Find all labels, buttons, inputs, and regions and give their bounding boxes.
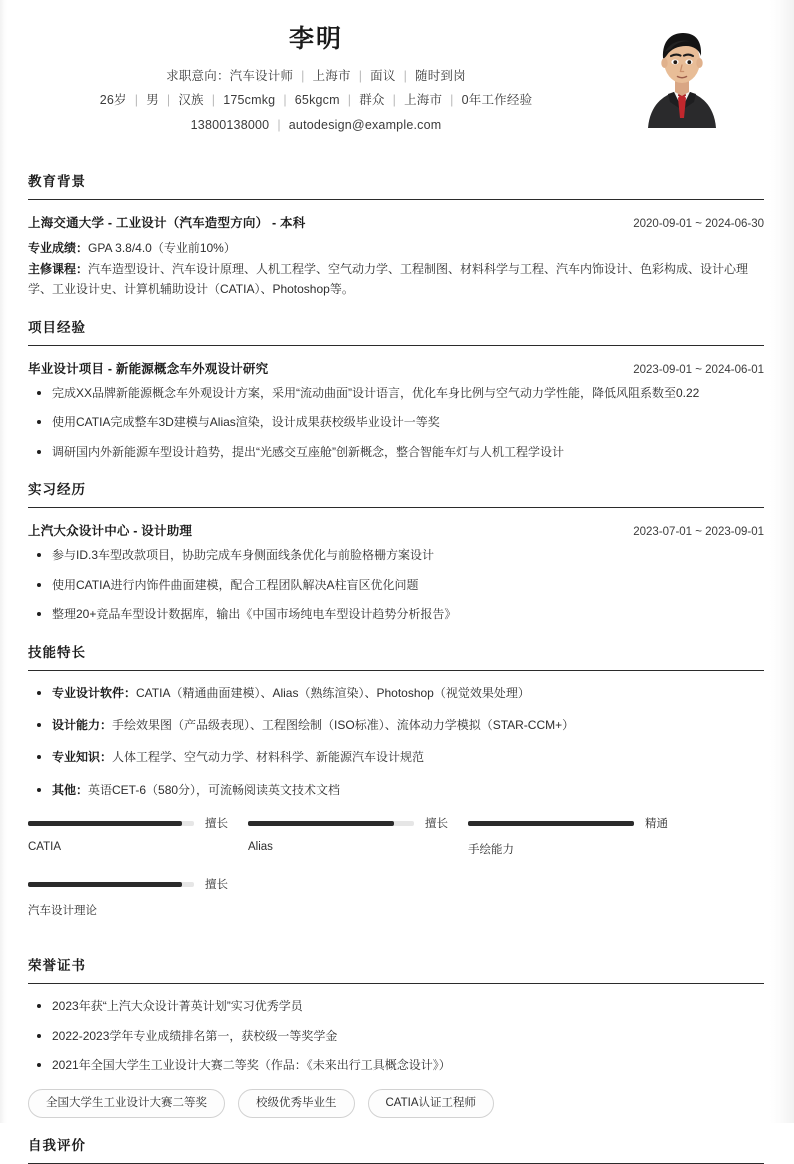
skill-bar-fill — [248, 821, 394, 826]
personal-info-line — [28, 92, 604, 109]
honor-tag-group — [28, 1089, 764, 1119]
section-projects — [28, 316, 764, 462]
section-internship — [28, 478, 764, 624]
education-courses-line — [28, 259, 764, 300]
internship-company-role: 上汽大众设计中心 - 设计助理 — [28, 524, 193, 539]
separator-icon: | — [450, 93, 454, 108]
education-gpa-label: 专业成绩： — [28, 241, 89, 255]
candidate-name: 李明 — [288, 25, 343, 53]
separator-icon: | — [211, 93, 216, 108]
project-entry-head — [28, 359, 764, 377]
education-gpa-line — [28, 238, 764, 259]
info-political-status: 群众 — [359, 93, 385, 108]
skill-bar-track — [28, 882, 194, 887]
contact-info-line — [28, 117, 604, 134]
objective-salary: 面议 — [370, 68, 396, 83]
list-item: 2021年全国大学生工业设计大赛二等奖（作品：《未来出行工具概念设计》） — [28, 1056, 764, 1075]
separator-icon: | — [134, 93, 139, 108]
skill-bar-item — [28, 816, 248, 857]
skill-bar-level: 擅长 — [205, 818, 228, 831]
skill-bar-fill — [28, 882, 182, 887]
separator-icon: | — [347, 93, 352, 108]
skill-bar-level: 精通 — [645, 818, 668, 831]
education-gpa-value: GPA 3.8/4.0（专业前10%） — [88, 241, 236, 255]
internship-date-range: 2023-07-01 ~ 2023-09-01 — [633, 526, 764, 539]
list-item: 完成XX品牌新能源概念车外观设计方案，采用“流动曲面”设计语言，优化车身比例与空气动力学性能，降低风阻系数至0.22 — [28, 384, 764, 403]
separator-icon: | — [166, 93, 171, 108]
section-skills — [28, 641, 764, 939]
list-item — [28, 748, 764, 767]
skill-bar-fill — [468, 821, 634, 826]
section-self-evaluation — [28, 1134, 764, 1164]
section-honors — [28, 954, 764, 1118]
info-location: 上海市 — [404, 93, 443, 108]
skill-value: 英语CET-6（580分），可流畅阅读英文技术文档 — [88, 782, 341, 797]
honor-tag[interactable]: CATIA认证工程师 — [368, 1089, 495, 1119]
skill-bar-row — [468, 816, 688, 830]
skill-value: CATIA（精通曲面建模）、Alias（熟练渲染）、Photoshop（视觉效果处理） — [136, 685, 530, 700]
skills-bullet-list — [28, 684, 764, 801]
contact-email[interactable]: autodesign@example.com — [288, 118, 442, 133]
skill-value: 人体工程学、空气动力学、材料科学、新能源汽车设计规范 — [112, 750, 425, 765]
education-date-range: 2020-09-01 ~ 2024-06-30 — [633, 218, 764, 230]
skill-bar-name: 手绘能力 — [468, 844, 514, 857]
list-item — [28, 716, 764, 735]
avatar-portrait-icon — [630, 22, 734, 128]
honor-tag[interactable]: 校级优秀毕业生 — [238, 1089, 355, 1119]
skill-bar-level: 擅长 — [425, 818, 448, 831]
section-divider — [28, 983, 764, 984]
info-experience: 0年工作经验 — [461, 93, 533, 108]
section-title-honors: 荣誉证书 — [28, 958, 86, 974]
info-age: 26岁 — [99, 93, 127, 108]
section-education — [28, 170, 764, 300]
skill-bar-track — [28, 821, 194, 826]
separator-icon: | — [277, 118, 281, 133]
job-objective-line — [28, 68, 604, 85]
objective-city: 上海市 — [312, 68, 351, 83]
skill-bar-name: Alias — [248, 841, 273, 854]
separator-icon: | — [392, 93, 397, 108]
section-title-projects: 项目经验 — [28, 319, 86, 335]
section-title-education: 教育背景 — [28, 174, 86, 189]
section-title-skills: 技能特长 — [28, 644, 86, 660]
skill-bar-item — [28, 877, 248, 918]
info-ethnicity: 汉族 — [178, 93, 204, 108]
skill-bar-item — [248, 816, 468, 857]
section-divider — [28, 345, 764, 346]
project-entry — [28, 359, 764, 462]
skill-bar-level: 擅长 — [205, 879, 228, 892]
internship-bullet-list — [28, 546, 764, 624]
project-date-range: 2023-09-01 ~ 2024-06-01 — [633, 363, 764, 376]
project-title: 毕业设计项目 - 新能源概念车外观设计研究 — [28, 361, 269, 376]
list-item: 调研国内外新能源车型设计趋势，提出“光感交互座舱”创新概念，整合智能车灯与人机工程学设计 — [28, 443, 764, 462]
skill-bar-row — [28, 816, 248, 830]
list-item: 整理20+竞品车型设计数据库，输出《中国市场纯电车型设计趋势分析报告》 — [28, 605, 764, 624]
skill-bar-row — [28, 877, 248, 891]
list-item: 使用CATIA完成整车3D建模与Alias渲染，设计成果获校级毕业设计一等奖 — [28, 413, 764, 432]
skill-bar-name: CATIA — [28, 841, 62, 854]
list-item — [28, 781, 764, 800]
info-gender: 男 — [146, 93, 159, 108]
skill-bar-track — [248, 821, 414, 826]
separator-icon: | — [403, 68, 408, 83]
separator-icon: | — [283, 93, 287, 108]
education-courses-label: 主修课程： — [28, 261, 89, 276]
internship-entry-head — [28, 521, 764, 539]
skill-label: 设计能力： — [52, 717, 113, 732]
skill-label: 专业设计软件： — [52, 685, 137, 700]
skill-bar-name: 汽车设计理论 — [28, 905, 97, 918]
list-item: 2022-2023学年专业成绩排名第一，获校级一等奖学金 — [28, 1027, 764, 1046]
info-weight: 65kgcm — [294, 93, 340, 108]
list-item: 使用CATIA进行内饰件曲面建模，配合工程团队解决A柱盲区优化问题 — [28, 576, 764, 595]
honors-bullet-list — [28, 997, 764, 1075]
skill-bar-fill — [28, 821, 182, 826]
skill-bar-item — [468, 816, 688, 857]
info-height: 175cmkg — [223, 93, 276, 108]
contact-phone[interactable]: 13800138000 — [190, 118, 270, 133]
section-divider — [28, 507, 764, 508]
list-item: 2023年获“上汽大众设计菁英计划”实习优秀学员 — [28, 997, 764, 1016]
avatar — [630, 22, 734, 128]
objective-target: 求职意向：汽车设计师 — [166, 68, 294, 83]
skill-value: 手绘效果图（产品级表现）、工程图绘制（ISO标准）、流体动力学模拟（STAR-CCM+） — [112, 717, 575, 732]
skill-label: 专业知识： — [52, 750, 113, 765]
objective-availability: 随时到岗 — [415, 68, 466, 83]
separator-icon: | — [358, 68, 363, 83]
list-item — [28, 684, 764, 703]
section-divider — [28, 670, 764, 671]
section-title-internship: 实习经历 — [28, 482, 86, 498]
skill-bar-track — [468, 821, 634, 826]
section-title-self-evaluation: 自我评价 — [28, 1138, 86, 1154]
separator-icon: | — [301, 68, 305, 83]
skill-bar-group — [28, 816, 764, 938]
resume-header — [28, 0, 764, 154]
education-entry — [28, 213, 764, 300]
internship-entry — [28, 521, 764, 624]
section-divider — [28, 199, 764, 200]
education-courses-value: 汽车造型设计、汽车设计原理、人机工程学、空气动力学、工程制图、材料科学与工程、汽车内饰设计、色彩构成、设计心理学、工业设计史、计算机辅助设计（CATIA）、Photoshop等。 — [28, 261, 749, 297]
skill-bar-row — [248, 816, 468, 830]
education-entry-head — [28, 213, 764, 231]
list-item: 参与ID.3车型改款项目，协助完成车身侧面线条优化与前脸格栅方案设计 — [28, 546, 764, 565]
honor-tag[interactable]: 全国大学生工业设计大赛二等奖 — [28, 1089, 225, 1119]
education-school-major: 上海交通大学 - 工业设计（汽车造型方向） - 本科 — [28, 216, 306, 230]
skill-label: 其他： — [52, 782, 89, 797]
project-bullet-list — [28, 384, 764, 462]
